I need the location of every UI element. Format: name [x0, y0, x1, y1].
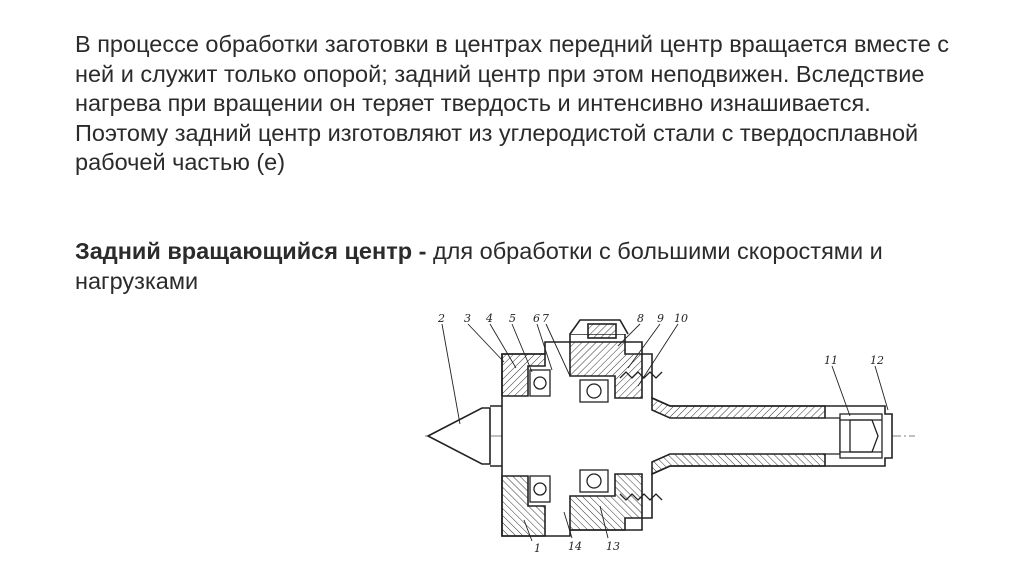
body-paragraph-1: В процессе обработки заготовки в центрах передний центр вращается вместе с ней и служит только опорой; задний центр при этом неподвижен. Вследствие нагрева при вращении он теряет твердость и интенсивно изнашивается. Поэтому задний центр изготовляют из углеродистой стали с твердосплавной рабочей частью (е)	[75, 31, 950, 175]
term-bold: Задний вращающийся центр -	[75, 238, 427, 264]
callout-5: 5	[509, 312, 516, 325]
callout-1: 1	[534, 542, 541, 555]
live-center-drawing	[420, 306, 920, 556]
callout-13: 13	[606, 540, 620, 553]
callout-7: 7	[542, 312, 549, 325]
body-paragraph-2	[75, 237, 955, 296]
callout-11: 11	[824, 354, 838, 367]
callout-10: 10	[674, 312, 688, 325]
callout-6: 6	[533, 312, 540, 325]
callout-12: 12	[870, 354, 884, 367]
callout-4: 4	[486, 312, 493, 325]
callout-3: 3	[464, 312, 471, 325]
callout-9: 9	[657, 312, 664, 325]
callout-2: 2	[438, 312, 445, 325]
callout-14: 14	[568, 540, 582, 553]
housing	[502, 320, 892, 536]
term-description: для обработки с большими скоростями и нагрузками	[75, 238, 883, 294]
callout-8: 8	[637, 312, 644, 325]
